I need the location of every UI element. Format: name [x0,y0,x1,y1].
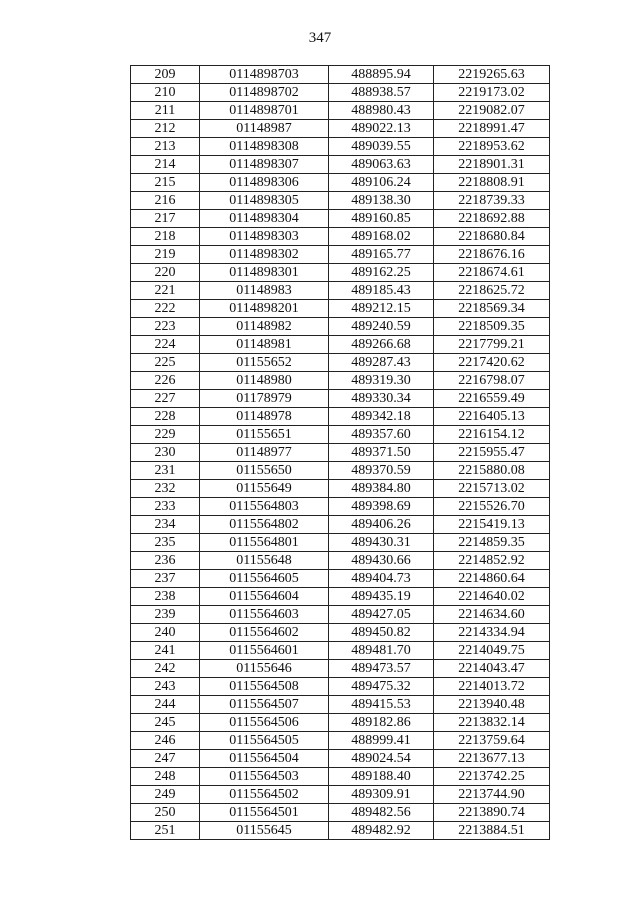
table-row [131,354,550,372]
y-coordinate-cell: 2216559.49 [434,390,550,408]
table-row [131,210,550,228]
table-row [131,138,550,156]
coordinates-table-body [131,66,550,840]
x-coordinate-cell: 488999.41 [329,732,434,750]
point-number-cell: 221 [131,282,200,300]
x-coordinate-cell: 489473.57 [329,660,434,678]
point-id-cell: 0115564604 [200,588,329,606]
y-coordinate-cell: 2218569.34 [434,300,550,318]
table-row [131,390,550,408]
x-coordinate-cell: 489287.43 [329,354,434,372]
point-id-cell: 0115564605 [200,570,329,588]
y-coordinate-cell: 2215955.47 [434,444,550,462]
point-number-cell: 220 [131,264,200,282]
y-coordinate-cell: 2219082.07 [434,102,550,120]
point-id-cell: 0114898702 [200,84,329,102]
y-coordinate-cell: 2213884.51 [434,822,550,840]
y-coordinate-cell: 2215419.13 [434,516,550,534]
point-id-cell: 0114898306 [200,174,329,192]
table-row [131,552,550,570]
table-row [131,156,550,174]
point-number-cell: 211 [131,102,200,120]
x-coordinate-cell: 489039.55 [329,138,434,156]
point-id-cell: 01155649 [200,480,329,498]
y-coordinate-cell: 2214334.94 [434,624,550,642]
x-coordinate-cell: 488980.43 [329,102,434,120]
table-row [131,174,550,192]
point-id-cell: 0115564504 [200,750,329,768]
y-coordinate-cell: 2217420.62 [434,354,550,372]
point-number-cell: 235 [131,534,200,552]
x-coordinate-cell: 489430.31 [329,534,434,552]
y-coordinate-cell: 2218625.72 [434,282,550,300]
point-number-cell: 234 [131,516,200,534]
point-id-cell: 01155652 [200,354,329,372]
point-number-cell: 232 [131,480,200,498]
point-id-cell: 01148978 [200,408,329,426]
point-number-cell: 247 [131,750,200,768]
table-row [131,282,550,300]
y-coordinate-cell: 2215713.02 [434,480,550,498]
point-number-cell: 237 [131,570,200,588]
y-coordinate-cell: 2216798.07 [434,372,550,390]
y-coordinate-cell: 2216405.13 [434,408,550,426]
table-row [131,768,550,786]
x-coordinate-cell: 489430.66 [329,552,434,570]
x-coordinate-cell: 489371.50 [329,444,434,462]
point-id-cell: 0114898301 [200,264,329,282]
point-id-cell: 0115564507 [200,696,329,714]
point-number-cell: 244 [131,696,200,714]
table-row [131,534,550,552]
point-id-cell: 01148980 [200,372,329,390]
x-coordinate-cell: 489063.63 [329,156,434,174]
point-id-cell: 0114898305 [200,192,329,210]
y-coordinate-cell: 2213832.14 [434,714,550,732]
point-id-cell: 0114898307 [200,156,329,174]
point-id-cell: 0114898304 [200,210,329,228]
x-coordinate-cell: 489182.86 [329,714,434,732]
x-coordinate-cell: 489138.30 [329,192,434,210]
point-id-cell: 0115564601 [200,642,329,660]
page-number: 347 [308,30,332,46]
table-row [131,804,550,822]
point-id-cell: 01155650 [200,462,329,480]
x-coordinate-cell: 489482.92 [329,822,434,840]
x-coordinate-cell: 489398.69 [329,498,434,516]
x-coordinate-cell: 489024.54 [329,750,434,768]
point-number-cell: 226 [131,372,200,390]
y-coordinate-cell: 2213744.90 [434,786,550,804]
coordinates-table [130,65,550,840]
point-id-cell: 0115564802 [200,516,329,534]
point-number-cell: 238 [131,588,200,606]
point-number-cell: 240 [131,624,200,642]
point-id-cell: 0115564506 [200,714,329,732]
point-id-cell: 0114898703 [200,66,329,84]
point-number-cell: 243 [131,678,200,696]
table-row [131,480,550,498]
y-coordinate-cell: 2218509.35 [434,318,550,336]
point-id-cell: 01178979 [200,390,329,408]
point-number-cell: 214 [131,156,200,174]
point-id-cell: 01155645 [200,822,329,840]
point-number-cell: 218 [131,228,200,246]
y-coordinate-cell: 2213677.13 [434,750,550,768]
x-coordinate-cell: 489319.30 [329,372,434,390]
x-coordinate-cell: 489342.18 [329,408,434,426]
table-row [131,120,550,138]
y-coordinate-cell: 2218808.91 [434,174,550,192]
y-coordinate-cell: 2215880.08 [434,462,550,480]
point-number-cell: 246 [131,732,200,750]
x-coordinate-cell: 489022.13 [329,120,434,138]
point-id-cell: 01155646 [200,660,329,678]
y-coordinate-cell: 2214049.75 [434,642,550,660]
table-row [131,318,550,336]
x-coordinate-cell: 489162.25 [329,264,434,282]
x-coordinate-cell: 489309.91 [329,786,434,804]
x-coordinate-cell: 489160.85 [329,210,434,228]
table-row [131,426,550,444]
y-coordinate-cell: 2214860.64 [434,570,550,588]
x-coordinate-cell: 489475.32 [329,678,434,696]
point-id-cell: 01148987 [200,120,329,138]
point-id-cell: 0115564602 [200,624,329,642]
table-row [131,588,550,606]
point-id-cell: 0115564503 [200,768,329,786]
x-coordinate-cell: 489384.80 [329,480,434,498]
x-coordinate-cell: 489168.02 [329,228,434,246]
x-coordinate-cell: 489415.53 [329,696,434,714]
table-row [131,678,550,696]
point-id-cell: 0115564501 [200,804,329,822]
x-coordinate-cell: 489188.40 [329,768,434,786]
y-coordinate-cell: 2218953.62 [434,138,550,156]
x-coordinate-cell: 489266.68 [329,336,434,354]
point-number-cell: 250 [131,804,200,822]
y-coordinate-cell: 2219265.63 [434,66,550,84]
y-coordinate-cell: 2213890.74 [434,804,550,822]
y-coordinate-cell: 2213742.25 [434,768,550,786]
point-id-cell: 0115564803 [200,498,329,516]
y-coordinate-cell: 2218692.88 [434,210,550,228]
point-number-cell: 231 [131,462,200,480]
point-id-cell: 01148982 [200,318,329,336]
y-coordinate-cell: 2214043.47 [434,660,550,678]
table-row [131,228,550,246]
x-coordinate-cell: 489240.59 [329,318,434,336]
x-coordinate-cell: 489435.19 [329,588,434,606]
point-id-cell: 0114898701 [200,102,329,120]
x-coordinate-cell: 489404.73 [329,570,434,588]
table-row [131,192,550,210]
x-coordinate-cell: 489165.77 [329,246,434,264]
table-row [131,498,550,516]
table-row [131,570,550,588]
y-coordinate-cell: 2219173.02 [434,84,550,102]
y-coordinate-cell: 2218901.31 [434,156,550,174]
point-number-cell: 228 [131,408,200,426]
point-number-cell: 210 [131,84,200,102]
point-id-cell: 0114898302 [200,246,329,264]
point-number-cell: 209 [131,66,200,84]
point-number-cell: 222 [131,300,200,318]
point-number-cell: 230 [131,444,200,462]
x-coordinate-cell: 489481.70 [329,642,434,660]
table-row [131,696,550,714]
table-row [131,84,550,102]
y-coordinate-cell: 2214640.02 [434,588,550,606]
point-id-cell: 01155648 [200,552,329,570]
point-id-cell: 0115564801 [200,534,329,552]
point-id-cell: 0114898308 [200,138,329,156]
table-row [131,732,550,750]
table-row [131,408,550,426]
point-number-cell: 241 [131,642,200,660]
x-coordinate-cell: 489427.05 [329,606,434,624]
point-id-cell: 0114898201 [200,300,329,318]
y-coordinate-cell: 2218739.33 [434,192,550,210]
table-row [131,66,550,84]
point-id-cell: 01148981 [200,336,329,354]
point-number-cell: 239 [131,606,200,624]
y-coordinate-cell: 2213759.64 [434,732,550,750]
table-row [131,516,550,534]
y-coordinate-cell: 2215526.70 [434,498,550,516]
x-coordinate-cell: 489482.56 [329,804,434,822]
y-coordinate-cell: 2218674.61 [434,264,550,282]
point-id-cell: 0115564502 [200,786,329,804]
table-row [131,372,550,390]
table-row [131,822,550,840]
point-number-cell: 236 [131,552,200,570]
y-coordinate-cell: 2214859.35 [434,534,550,552]
point-id-cell: 0114898303 [200,228,329,246]
x-coordinate-cell: 489370.59 [329,462,434,480]
x-coordinate-cell: 489406.26 [329,516,434,534]
point-number-cell: 251 [131,822,200,840]
y-coordinate-cell: 2217799.21 [434,336,550,354]
point-id-cell: 01148983 [200,282,329,300]
x-coordinate-cell: 489450.82 [329,624,434,642]
point-id-cell: 0115564505 [200,732,329,750]
table-row [131,786,550,804]
point-number-cell: 249 [131,786,200,804]
y-coordinate-cell: 2214634.60 [434,606,550,624]
table-row [131,750,550,768]
table-row [131,642,550,660]
point-number-cell: 242 [131,660,200,678]
point-number-cell: 225 [131,354,200,372]
y-coordinate-cell: 2216154.12 [434,426,550,444]
table-row [131,336,550,354]
table-row [131,624,550,642]
point-number-cell: 216 [131,192,200,210]
x-coordinate-cell: 489106.24 [329,174,434,192]
point-number-cell: 215 [131,174,200,192]
table-row [131,264,550,282]
point-number-cell: 229 [131,426,200,444]
point-number-cell: 212 [131,120,200,138]
table-row [131,102,550,120]
point-number-cell: 219 [131,246,200,264]
point-number-cell: 245 [131,714,200,732]
y-coordinate-cell: 2218676.16 [434,246,550,264]
point-id-cell: 01155651 [200,426,329,444]
point-id-cell: 0115564508 [200,678,329,696]
point-number-cell: 223 [131,318,200,336]
y-coordinate-cell: 2213940.48 [434,696,550,714]
point-id-cell: 01148977 [200,444,329,462]
point-number-cell: 227 [131,390,200,408]
x-coordinate-cell: 489212.15 [329,300,434,318]
x-coordinate-cell: 489330.34 [329,390,434,408]
table-row [131,660,550,678]
point-number-cell: 233 [131,498,200,516]
y-coordinate-cell: 2218991.47 [434,120,550,138]
point-number-cell: 248 [131,768,200,786]
y-coordinate-cell: 2218680.84 [434,228,550,246]
table-row [131,606,550,624]
point-number-cell: 217 [131,210,200,228]
table-row [131,246,550,264]
x-coordinate-cell: 489357.60 [329,426,434,444]
table-row [131,462,550,480]
table-row [131,444,550,462]
y-coordinate-cell: 2214852.92 [434,552,550,570]
x-coordinate-cell: 488938.57 [329,84,434,102]
x-coordinate-cell: 489185.43 [329,282,434,300]
point-id-cell: 0115564603 [200,606,329,624]
table-row [131,714,550,732]
y-coordinate-cell: 2214013.72 [434,678,550,696]
table-row [131,300,550,318]
point-number-cell: 213 [131,138,200,156]
x-coordinate-cell: 488895.94 [329,66,434,84]
point-number-cell: 224 [131,336,200,354]
